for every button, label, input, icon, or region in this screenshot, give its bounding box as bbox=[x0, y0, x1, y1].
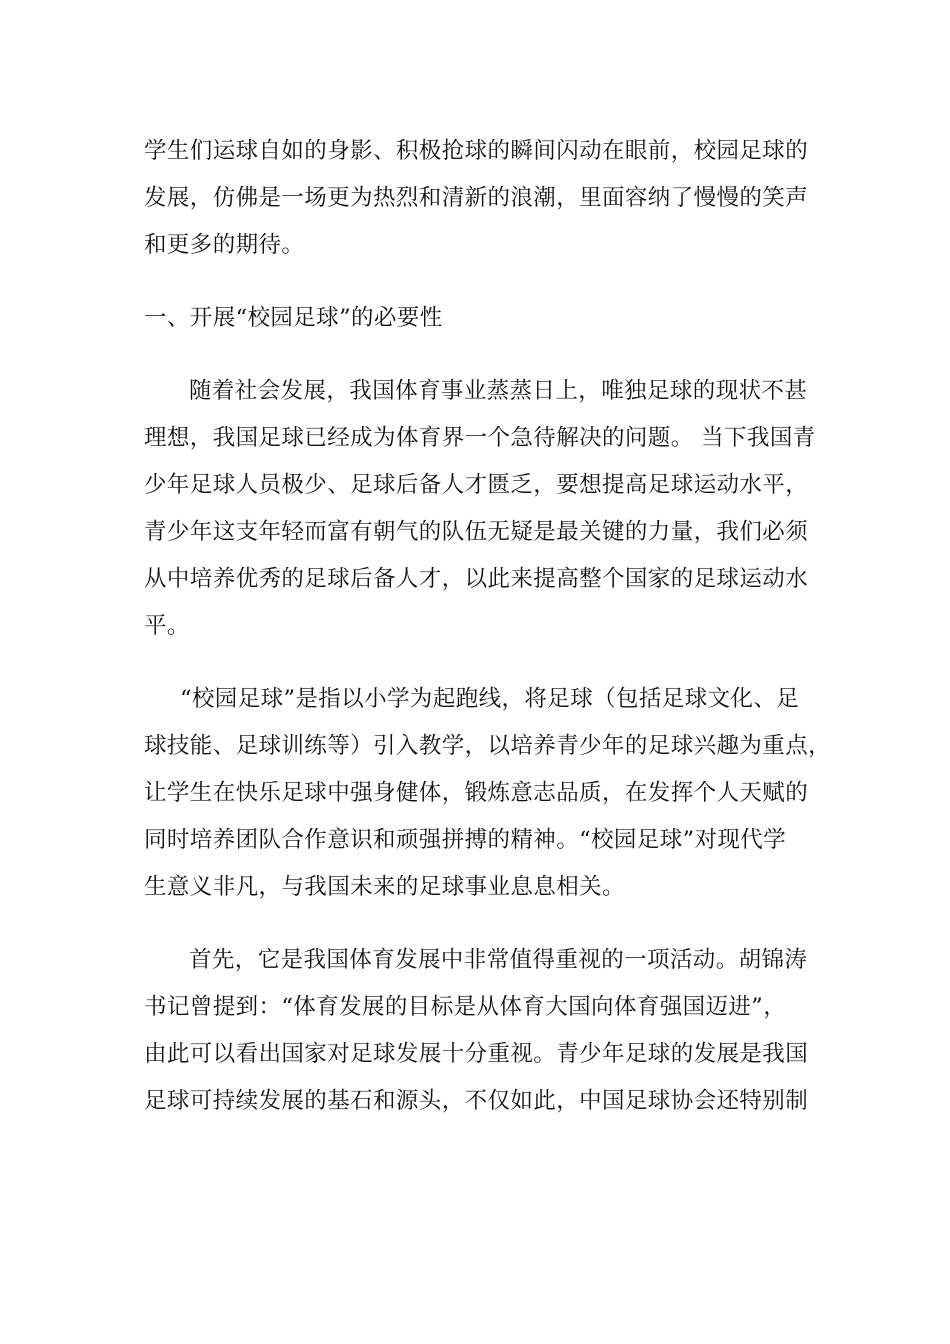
paragraph-current-situation bbox=[144, 368, 816, 650]
text-line: 随着社会发展，我国体育事业蒸蒸日上，唯独足球的现状不甚 bbox=[189, 378, 808, 404]
text-line: 和更多的期待。 bbox=[144, 232, 305, 258]
text-line: 发展，仿佛是一场更为热烈和清新的浪潮，里面容纳了慢慢的笑声 bbox=[144, 185, 809, 211]
text-line: “校园足球”是指以小学为起跑线，将足球（包括足球文化、足 bbox=[180, 686, 800, 712]
text-line: 同时培养团队合作意识和顽强拼搏的精神。“校园足球”对现代学 bbox=[144, 827, 787, 853]
section-heading bbox=[144, 295, 808, 342]
heading-line: 一、开展“校园足球”的必要性 bbox=[144, 305, 443, 331]
paragraph-first-point bbox=[144, 937, 808, 1125]
document-body bbox=[144, 128, 832, 1151]
text-line: 青少年这支年轻而富有朝气的队伍无疑是最关键的力量，我们必须 bbox=[144, 519, 809, 545]
text-line: 平。 bbox=[144, 613, 190, 639]
intro-paragraph bbox=[144, 128, 808, 269]
text-line: 从中培养优秀的足球后备人才，以此来提高整个国家的足球运动水 bbox=[144, 566, 809, 592]
text-line: 生意义非凡，与我国未来的足球事业息息相关。 bbox=[144, 874, 625, 900]
text-line: 首先，它是我国体育发展中非常值得重视的一项活动。胡锦涛 bbox=[189, 947, 808, 973]
paragraph-definition bbox=[144, 676, 832, 911]
text-line: 由此可以看出国家对足球发展十分重视。青少年足球的发展是我国 bbox=[144, 1041, 809, 1067]
text-line: 足球可持续发展的基石和源头，不仅如此，中国足球协会还特别制 bbox=[144, 1088, 809, 1114]
text-line: 书记曾提到：“体育发展的目标是从体育大国向体育强国迈进”， bbox=[144, 994, 787, 1020]
text-line: 球技能、足球训练等）引入教学，以培养青少年的足球兴趣为重点， bbox=[144, 733, 832, 759]
text-line: 让学生在快乐足球中强身健体，锻炼意志品质，在发挥个人天赋的 bbox=[144, 780, 809, 806]
text-line: 学生们运球自如的身影、积极抢球的瞬间闪动在眼前，校园足球的 bbox=[144, 138, 809, 164]
text-line: 理想，我国足球已经成为体育界一个急待解决的问题。 当下我国青 bbox=[144, 425, 816, 451]
text-line: 少年足球人员极少、足球后备人才匮乏，要想提高足球运动水平， bbox=[144, 472, 809, 498]
